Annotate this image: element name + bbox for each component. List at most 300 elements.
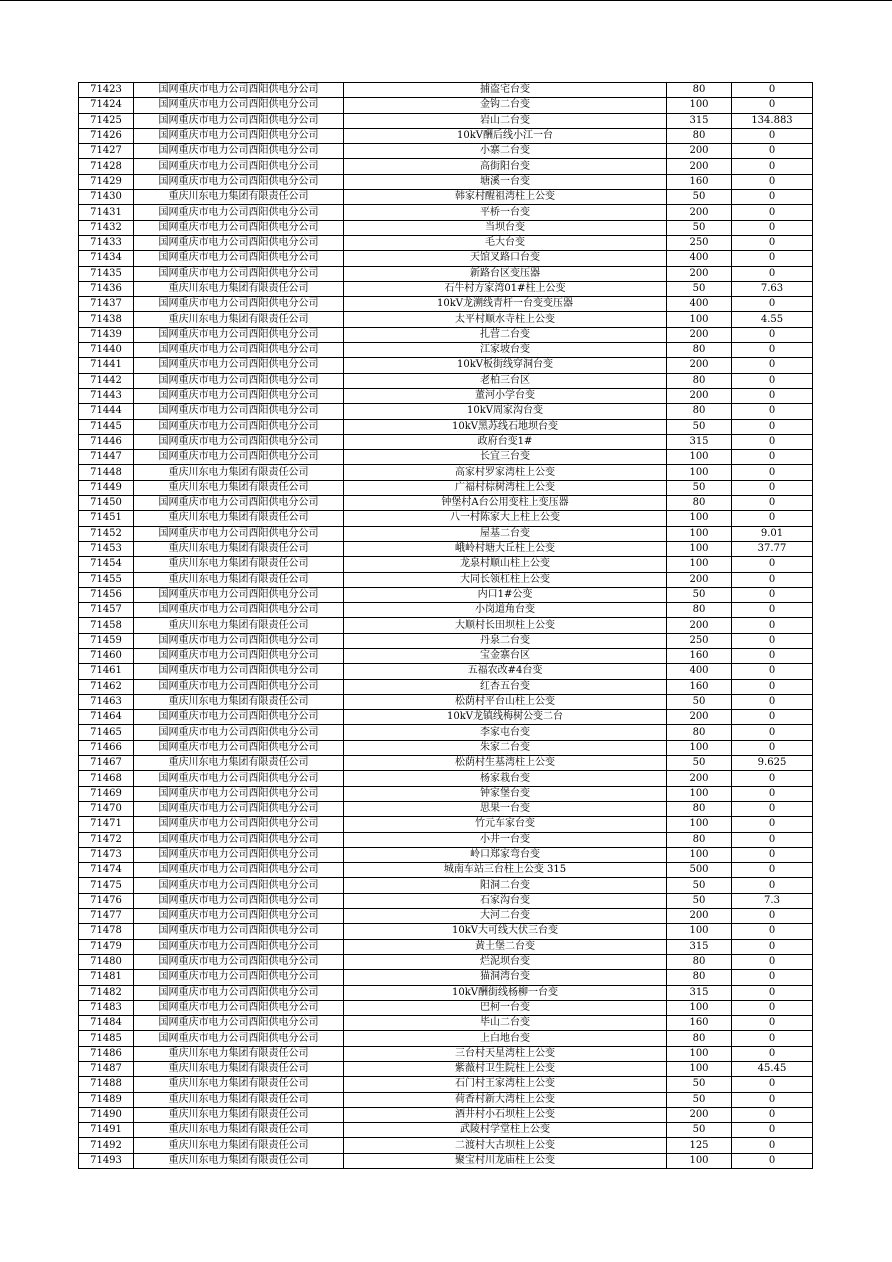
row-id-cell: 71489 <box>79 1092 134 1107</box>
capacity-cell: 100 <box>667 1046 732 1061</box>
capacity-cell: 80 <box>667 603 732 618</box>
table-row <box>79 633 813 648</box>
company-cell: 国网重庆市电力公司酉阳供电分公司 <box>134 664 344 679</box>
row-id-cell: 71432 <box>79 220 134 235</box>
transformer-name-cell: 城南车站三台柱上公变 315 <box>344 863 667 878</box>
capacity-cell: 80 <box>667 970 732 985</box>
row-id-cell: 71483 <box>79 1000 134 1015</box>
company-cell: 国网重庆市电力公司酉阳供电分公司 <box>134 113 344 128</box>
transformer-name-cell: 10kV龙镇线梅树公变二台 <box>344 710 667 725</box>
company-cell: 国网重庆市电力公司酉阳供电分公司 <box>134 496 344 511</box>
row-id-cell: 71490 <box>79 1107 134 1122</box>
transformer-name-cell: 岩山二台变 <box>344 113 667 128</box>
row-id-cell: 71482 <box>79 985 134 1000</box>
value-cell: 0 <box>732 878 813 893</box>
capacity-cell: 200 <box>667 618 732 633</box>
row-id-cell: 71454 <box>79 557 134 572</box>
table-row <box>79 664 813 679</box>
capacity-cell: 160 <box>667 679 732 694</box>
row-id-cell: 71492 <box>79 1138 134 1153</box>
table-row <box>79 113 813 128</box>
table-row <box>79 817 813 832</box>
capacity-cell: 200 <box>667 388 732 403</box>
capacity-cell: 200 <box>667 358 732 373</box>
transformer-name-cell: 高街阳台变 <box>344 159 667 174</box>
capacity-cell: 100 <box>667 511 732 526</box>
company-cell: 国网重庆市电力公司酉阳供电分公司 <box>134 725 344 740</box>
company-cell: 重庆川东电力集团有限责任公司 <box>134 190 344 205</box>
company-cell: 重庆川东电力集团有限责任公司 <box>134 1077 344 1092</box>
value-cell: 0 <box>732 817 813 832</box>
capacity-cell: 50 <box>667 220 732 235</box>
capacity-cell: 50 <box>667 281 732 296</box>
table-row <box>79 985 813 1000</box>
value-cell: 0 <box>732 909 813 924</box>
row-id-cell: 71431 <box>79 205 134 220</box>
capacity-cell: 160 <box>667 648 732 663</box>
transformer-name-cell: 松荫村平台山柱上公变 <box>344 694 667 709</box>
value-cell: 0 <box>732 450 813 465</box>
value-cell: 0 <box>732 1092 813 1107</box>
transformer-name-cell: 朱家二台变 <box>344 740 667 755</box>
transformer-name-cell: 二渡村大古坝柱上公变 <box>344 1138 667 1153</box>
capacity-cell: 500 <box>667 863 732 878</box>
value-cell: 0 <box>732 128 813 143</box>
row-id-cell: 71425 <box>79 113 134 128</box>
company-cell: 国网重庆市电力公司酉阳供电分公司 <box>134 404 344 419</box>
transformer-name-cell: 高家村罗家湾柱上公变 <box>344 465 667 480</box>
row-id-cell: 71455 <box>79 572 134 587</box>
value-cell: 0 <box>732 144 813 159</box>
company-cell: 国网重庆市电力公司酉阳供电分公司 <box>134 1031 344 1046</box>
row-id-cell: 71479 <box>79 939 134 954</box>
value-cell: 134.883 <box>732 113 813 128</box>
company-cell: 国网重庆市电力公司酉阳供电分公司 <box>134 832 344 847</box>
capacity-cell: 100 <box>667 786 732 801</box>
table-row <box>79 388 813 403</box>
transformer-name-cell: 韩家村醒祖湾柱上公变 <box>344 190 667 205</box>
value-cell: 0 <box>732 648 813 663</box>
value-cell: 7.63 <box>732 281 813 296</box>
capacity-cell: 100 <box>667 541 732 556</box>
transformer-name-cell: 杨家栽台变 <box>344 771 667 786</box>
value-cell: 37.77 <box>732 541 813 556</box>
value-cell: 0 <box>732 434 813 449</box>
transformer-name-cell: 丹泉二台变 <box>344 633 667 648</box>
transformer-name-cell: 内口1#公变 <box>344 587 667 602</box>
capacity-cell: 100 <box>667 1000 732 1015</box>
table-row <box>79 557 813 572</box>
capacity-cell: 200 <box>667 144 732 159</box>
row-id-cell: 71427 <box>79 144 134 159</box>
table-row <box>79 373 813 388</box>
table-row <box>79 954 813 969</box>
value-cell: 0 <box>732 633 813 648</box>
row-id-cell: 71447 <box>79 450 134 465</box>
capacity-cell: 50 <box>667 694 732 709</box>
value-cell: 0 <box>732 465 813 480</box>
capacity-cell: 80 <box>667 1031 732 1046</box>
transformer-name-cell: 毛大台变 <box>344 235 667 250</box>
value-cell: 0 <box>732 266 813 281</box>
value-cell: 4.55 <box>732 312 813 327</box>
transformer-name-cell: 武陵村学堂柱上公变 <box>344 1123 667 1138</box>
table-row <box>79 572 813 587</box>
value-cell: 0 <box>732 725 813 740</box>
capacity-cell: 400 <box>667 664 732 679</box>
row-id-cell: 71463 <box>79 694 134 709</box>
value-cell: 0 <box>732 496 813 511</box>
row-id-cell: 71462 <box>79 679 134 694</box>
company-cell: 重庆川东电力集团有限责任公司 <box>134 756 344 771</box>
table-row <box>79 1046 813 1061</box>
value-cell: 0 <box>732 832 813 847</box>
company-cell: 国网重庆市电力公司酉阳供电分公司 <box>134 893 344 908</box>
capacity-cell: 50 <box>667 190 732 205</box>
value-cell: 0 <box>732 1000 813 1015</box>
value-cell: 0 <box>732 863 813 878</box>
value-cell: 0 <box>732 327 813 342</box>
transformer-name-cell: 长宜三台变 <box>344 450 667 465</box>
value-cell: 0 <box>732 924 813 939</box>
transformer-name-cell: 新路台区变压器 <box>344 266 667 281</box>
capacity-cell: 200 <box>667 159 732 174</box>
company-cell: 国网重庆市电力公司酉阳供电分公司 <box>134 205 344 220</box>
capacity-cell: 50 <box>667 419 732 434</box>
value-cell: 0 <box>732 618 813 633</box>
value-cell: 0 <box>732 190 813 205</box>
capacity-cell: 80 <box>667 832 732 847</box>
transformer-name-cell: 10kV大可线大伏三台变 <box>344 924 667 939</box>
company-cell: 重庆川东电力集团有限责任公司 <box>134 557 344 572</box>
table-row <box>79 174 813 189</box>
table-row <box>79 847 813 862</box>
table-row <box>79 496 813 511</box>
value-cell: 0 <box>732 511 813 526</box>
table-row <box>79 312 813 327</box>
table-row <box>79 450 813 465</box>
capacity-cell: 80 <box>667 343 732 358</box>
capacity-cell: 50 <box>667 1092 732 1107</box>
table-row <box>79 1016 813 1031</box>
company-cell: 国网重庆市电力公司酉阳供电分公司 <box>134 603 344 618</box>
value-cell: 0 <box>732 343 813 358</box>
company-cell: 国网重庆市电力公司酉阳供电分公司 <box>134 83 344 98</box>
transformer-name-cell: 大同长领杠柱上公变 <box>344 572 667 587</box>
row-id-cell: 71448 <box>79 465 134 480</box>
value-cell: 0 <box>732 603 813 618</box>
transformer-name-cell: 钟堡村A台公用变柱上变压器 <box>344 496 667 511</box>
row-id-cell: 71443 <box>79 388 134 403</box>
company-cell: 国网重庆市电力公司酉阳供电分公司 <box>134 679 344 694</box>
company-cell: 重庆川东电力集团有限责任公司 <box>134 694 344 709</box>
value-cell: 0 <box>732 419 813 434</box>
value-cell: 0 <box>732 1077 813 1092</box>
company-cell: 国网重庆市电力公司酉阳供电分公司 <box>134 434 344 449</box>
transformer-name-cell: 荷香村新大湾柱上公变 <box>344 1092 667 1107</box>
company-cell: 国网重庆市电力公司酉阳供电分公司 <box>134 128 344 143</box>
row-id-cell: 71478 <box>79 924 134 939</box>
row-id-cell: 71475 <box>79 878 134 893</box>
company-cell: 国网重庆市电力公司酉阳供电分公司 <box>134 343 344 358</box>
capacity-cell: 80 <box>667 373 732 388</box>
table-row <box>79 832 813 847</box>
company-cell: 国网重庆市电力公司酉阳供电分公司 <box>134 235 344 250</box>
value-cell: 0 <box>732 1107 813 1122</box>
transformer-name-cell: 当坝台变 <box>344 220 667 235</box>
transformer-name-cell: 三台村天星湾柱上公变 <box>344 1046 667 1061</box>
table-row <box>79 297 813 312</box>
table-row <box>79 786 813 801</box>
table-row <box>79 511 813 526</box>
row-id-cell: 71476 <box>79 893 134 908</box>
value-cell: 0 <box>732 1046 813 1061</box>
company-cell: 重庆川东电力集团有限责任公司 <box>134 281 344 296</box>
transformer-name-cell: 黄土堡二台变 <box>344 939 667 954</box>
capacity-cell: 100 <box>667 1153 732 1168</box>
company-cell: 国网重庆市电力公司酉阳供电分公司 <box>134 909 344 924</box>
value-cell: 0 <box>732 740 813 755</box>
capacity-cell: 200 <box>667 266 732 281</box>
value-cell: 0 <box>732 939 813 954</box>
table-row <box>79 771 813 786</box>
company-cell: 国网重庆市电力公司酉阳供电分公司 <box>134 327 344 342</box>
capacity-cell: 200 <box>667 572 732 587</box>
transformer-name-cell: 天馆叉路口台变 <box>344 251 667 266</box>
row-id-cell: 71467 <box>79 756 134 771</box>
row-id-cell: 71469 <box>79 786 134 801</box>
table-row <box>79 1062 813 1077</box>
value-cell: 0 <box>732 1153 813 1168</box>
table-row <box>79 251 813 266</box>
row-id-cell: 71456 <box>79 587 134 602</box>
company-cell: 重庆川东电力集团有限责任公司 <box>134 511 344 526</box>
capacity-cell: 315 <box>667 985 732 1000</box>
capacity-cell: 50 <box>667 1077 732 1092</box>
table-row <box>79 909 813 924</box>
capacity-cell: 200 <box>667 1107 732 1122</box>
company-cell: 国网重庆市电力公司酉阳供电分公司 <box>134 174 344 189</box>
capacity-cell: 50 <box>667 893 732 908</box>
company-cell: 国网重庆市电力公司酉阳供电分公司 <box>134 771 344 786</box>
company-cell: 国网重庆市电力公司酉阳供电分公司 <box>134 297 344 312</box>
transformer-name-cell: 老柏三台区 <box>344 373 667 388</box>
row-id-cell: 71460 <box>79 648 134 663</box>
row-id-cell: 71436 <box>79 281 134 296</box>
company-cell: 国网重庆市电力公司酉阳供电分公司 <box>134 266 344 281</box>
row-id-cell: 71450 <box>79 496 134 511</box>
value-cell: 0 <box>732 297 813 312</box>
table-row <box>79 725 813 740</box>
value-cell: 0 <box>732 710 813 725</box>
company-cell: 国网重庆市电力公司酉阳供电分公司 <box>134 1016 344 1031</box>
company-cell: 国网重庆市电力公司酉阳供电分公司 <box>134 817 344 832</box>
transformer-name-cell: 小岗道角台变 <box>344 603 667 618</box>
value-cell: 0 <box>732 771 813 786</box>
company-cell: 国网重庆市电力公司酉阳供电分公司 <box>134 388 344 403</box>
capacity-cell: 50 <box>667 878 732 893</box>
value-cell: 0 <box>732 557 813 572</box>
company-cell: 重庆川东电力集团有限责任公司 <box>134 1153 344 1168</box>
table-row <box>79 740 813 755</box>
transformer-name-cell: 金钩二台变 <box>344 98 667 113</box>
company-cell: 重庆川东电力集团有限责任公司 <box>134 1123 344 1138</box>
value-cell: 0 <box>732 251 813 266</box>
row-id-cell: 71433 <box>79 235 134 250</box>
transformer-name-cell: 巴柯一台变 <box>344 1000 667 1015</box>
table-row <box>79 190 813 205</box>
table-row <box>79 266 813 281</box>
transformer-name-cell: 10kV周家沟台变 <box>344 404 667 419</box>
row-id-cell: 71458 <box>79 618 134 633</box>
row-id-cell: 71474 <box>79 863 134 878</box>
table-row <box>79 327 813 342</box>
table-row <box>79 419 813 434</box>
transformer-name-cell: 阳洞二台变 <box>344 878 667 893</box>
row-id-cell: 71493 <box>79 1153 134 1168</box>
row-id-cell: 71429 <box>79 174 134 189</box>
company-cell: 国网重庆市电力公司酉阳供电分公司 <box>134 924 344 939</box>
transformer-name-cell: 江家坡台变 <box>344 343 667 358</box>
transformer-name-cell: 聚宝村川龙庙柱上公变 <box>344 1153 667 1168</box>
row-id-cell: 71434 <box>79 251 134 266</box>
transformer-name-cell: 小寨二台变 <box>344 144 667 159</box>
table-row <box>79 1138 813 1153</box>
capacity-cell: 250 <box>667 633 732 648</box>
company-cell: 国网重庆市电力公司酉阳供电分公司 <box>134 863 344 878</box>
capacity-cell: 315 <box>667 113 732 128</box>
row-id-cell: 71430 <box>79 190 134 205</box>
transformer-name-cell: 屋基二台变 <box>344 526 667 541</box>
capacity-cell: 100 <box>667 557 732 572</box>
transformer-name-cell: 10kV黑苏线石地坝台变 <box>344 419 667 434</box>
company-cell: 国网重庆市电力公司酉阳供电分公司 <box>134 587 344 602</box>
capacity-cell: 80 <box>667 496 732 511</box>
table-row <box>79 83 813 98</box>
company-cell: 国网重庆市电力公司酉阳供电分公司 <box>134 970 344 985</box>
value-cell: 0 <box>732 679 813 694</box>
transformer-name-cell: 上白地台变 <box>344 1031 667 1046</box>
value-cell: 0 <box>732 694 813 709</box>
company-cell: 国网重庆市电力公司酉阳供电分公司 <box>134 801 344 816</box>
transformer-name-cell: 竹元车家台变 <box>344 817 667 832</box>
table-row <box>79 587 813 602</box>
capacity-cell: 315 <box>667 434 732 449</box>
capacity-cell: 200 <box>667 710 732 725</box>
table-row <box>79 694 813 709</box>
row-id-cell: 71437 <box>79 297 134 312</box>
company-cell: 国网重庆市电力公司酉阳供电分公司 <box>134 1000 344 1015</box>
capacity-cell: 100 <box>667 740 732 755</box>
company-cell: 重庆川东电力集团有限责任公司 <box>134 1138 344 1153</box>
value-cell: 0 <box>732 801 813 816</box>
row-id-cell: 71487 <box>79 1062 134 1077</box>
table-row <box>79 358 813 373</box>
table-row <box>79 801 813 816</box>
row-id-cell: 71423 <box>79 83 134 98</box>
row-id-cell: 71442 <box>79 373 134 388</box>
table-row <box>79 128 813 143</box>
company-cell: 重庆川东电力集团有限责任公司 <box>134 480 344 495</box>
row-id-cell: 71472 <box>79 832 134 847</box>
company-cell: 国网重庆市电力公司酉阳供电分公司 <box>134 648 344 663</box>
row-id-cell: 71486 <box>79 1046 134 1061</box>
table-row <box>79 679 813 694</box>
value-cell: 45.45 <box>732 1062 813 1077</box>
value-cell: 0 <box>732 985 813 1000</box>
transformer-name-cell: 紫薇村卫生院柱上公变 <box>344 1062 667 1077</box>
transformer-name-cell: 宝金寨台区 <box>344 648 667 663</box>
transformer-name-cell: 10kV板街线穿洞台变 <box>344 358 667 373</box>
transformer-table <box>78 82 813 1169</box>
company-cell: 重庆川东电力集团有限责任公司 <box>134 312 344 327</box>
capacity-cell: 100 <box>667 847 732 862</box>
capacity-cell: 200 <box>667 327 732 342</box>
table-row <box>79 235 813 250</box>
table-row <box>79 1123 813 1138</box>
table-body <box>79 83 813 1169</box>
value-cell: 7.3 <box>732 893 813 908</box>
row-id-cell: 71473 <box>79 847 134 862</box>
table-row <box>79 281 813 296</box>
transformer-name-cell: 峨岭村塘大丘柱上公变 <box>344 541 667 556</box>
value-cell: 0 <box>732 1016 813 1031</box>
value-cell: 0 <box>732 174 813 189</box>
table-row <box>79 526 813 541</box>
company-cell: 国网重庆市电力公司酉阳供电分公司 <box>134 373 344 388</box>
transformer-name-cell: 广福村棕树湾柱上公变 <box>344 480 667 495</box>
company-cell: 国网重庆市电力公司酉阳供电分公司 <box>134 358 344 373</box>
company-cell: 国网重庆市电力公司酉阳供电分公司 <box>134 786 344 801</box>
row-id-cell: 71449 <box>79 480 134 495</box>
transformer-name-cell: 10kV龙溯线青杆一台变变压器 <box>344 297 667 312</box>
row-id-cell: 71481 <box>79 970 134 985</box>
capacity-cell: 80 <box>667 725 732 740</box>
capacity-cell: 80 <box>667 954 732 969</box>
table-row <box>79 618 813 633</box>
transformer-name-cell: 岭口郑家弯台变 <box>344 847 667 862</box>
row-id-cell: 71470 <box>79 801 134 816</box>
transformer-name-cell: 烂泥坝台变 <box>344 954 667 969</box>
transformer-name-cell: 松荫村生基湾柱上公变 <box>344 756 667 771</box>
row-id-cell: 71451 <box>79 511 134 526</box>
transformer-name-cell: 石门村王家湾柱上公变 <box>344 1077 667 1092</box>
row-id-cell: 71441 <box>79 358 134 373</box>
capacity-cell: 125 <box>667 1138 732 1153</box>
value-cell: 0 <box>732 358 813 373</box>
company-cell: 国网重庆市电力公司酉阳供电分公司 <box>134 251 344 266</box>
table-row <box>79 1031 813 1046</box>
row-id-cell: 71465 <box>79 725 134 740</box>
capacity-cell: 100 <box>667 98 732 113</box>
page-top-border <box>0 0 892 1</box>
row-id-cell: 71435 <box>79 266 134 281</box>
company-cell: 重庆川东电力集团有限责任公司 <box>134 465 344 480</box>
value-cell: 0 <box>732 970 813 985</box>
table-row <box>79 1092 813 1107</box>
value-cell: 0 <box>732 220 813 235</box>
row-id-cell: 71426 <box>79 128 134 143</box>
value-cell: 0 <box>732 1138 813 1153</box>
row-id-cell: 71439 <box>79 327 134 342</box>
row-id-cell: 71468 <box>79 771 134 786</box>
value-cell: 0 <box>732 480 813 495</box>
transformer-name-cell: 大河二台变 <box>344 909 667 924</box>
row-id-cell: 71453 <box>79 541 134 556</box>
table-row <box>79 970 813 985</box>
transformer-name-cell: 钟家堡台变 <box>344 786 667 801</box>
capacity-cell: 315 <box>667 939 732 954</box>
